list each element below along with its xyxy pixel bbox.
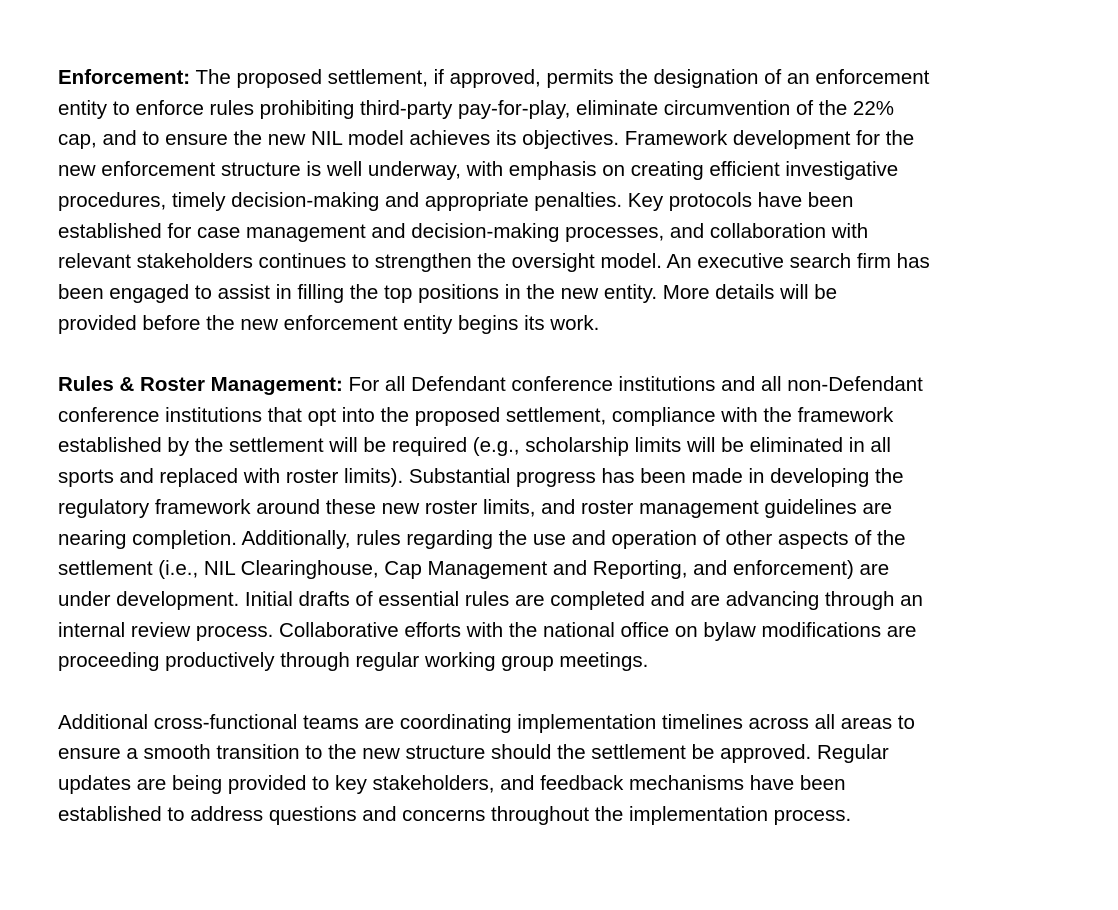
paragraph-line: settlement (i.e., NIL Clearinghouse, Cap Management and Reporting, and enforcement) are <box>58 557 890 581</box>
paragraph-line: established for case management and decision-making processes, and collaboration with <box>58 219 869 243</box>
paragraph-line: been engaged to assist in filling the top positions in the new entity. More details will be <box>58 280 838 304</box>
document-body <box>58 63 1058 861</box>
paragraph-line: internal review process. Collaborative efforts with the national office on bylaw modifications are <box>58 618 917 642</box>
paragraph-line: conference institutions that opt into the proposed settlement, compliance with the framework <box>58 403 894 427</box>
paragraph-line: Additional cross-functional teams are coordinating implementation timelines across all areas to <box>58 710 915 734</box>
paragraph-line-text: The proposed settlement, if approved, permits the designation of an enforcement <box>195 66 930 89</box>
paragraph-line: proceeding productively through regular working group meetings. <box>58 649 649 673</box>
paragraph-line: relevant stakeholders continues to strengthen the oversight model. An executive search firm has <box>58 250 930 274</box>
paragraph-line: regulatory framework around these new roster limits, and roster management guidelines are <box>58 495 893 519</box>
paragraph-line: under development. Initial drafts of essential rules are completed and are advancing through an <box>58 587 923 611</box>
paragraph-line <box>58 370 1058 401</box>
paragraph-line: nearing completion. Additionally, rules regarding the use and operation of other aspects of the <box>58 526 906 550</box>
paragraph-additional-teams <box>58 708 1058 831</box>
paragraph-line <box>58 63 1058 94</box>
paragraph-line: procedures, timely decision-making and appropriate penalties. Key protocols have been <box>58 188 854 212</box>
paragraph-line-text: For all Defendant conference institutions and all non-Defendant <box>348 373 923 397</box>
paragraph-line: new enforcement structure is well underway, with emphasis on creating efficient investigative <box>58 158 899 182</box>
paragraph-line: cap, and to ensure the new NIL model achieves its objectives. Framework development for the <box>58 127 915 151</box>
paragraph-line: established to address questions and concerns throughout the implementation process. <box>58 802 852 826</box>
paragraph-line: established by the settlement will be required (e.g., scholarship limits will be eliminated in all <box>58 434 891 458</box>
paragraph-line: entity to enforce rules prohibiting third-party pay-for-play, eliminate circumvention of the 22% <box>58 96 894 120</box>
paragraph-rules-roster-management <box>58 370 1058 677</box>
paragraph-line: ensure a smooth transition to the new structure should the settlement be approved. Regular <box>58 741 889 765</box>
paragraph-line: updates are being provided to key stakeholders, and feedback mechanisms have been <box>58 772 846 796</box>
paragraph-heading: Enforcement: <box>58 66 191 89</box>
paragraph-heading: Rules & Roster Management: <box>58 373 343 397</box>
paragraph-line: provided before the new enforcement entity begins its work. <box>58 311 600 335</box>
paragraph-enforcement <box>58 63 1058 339</box>
paragraph-line: sports and replaced with roster limits). Substantial progress has been made in developing the <box>58 465 904 489</box>
